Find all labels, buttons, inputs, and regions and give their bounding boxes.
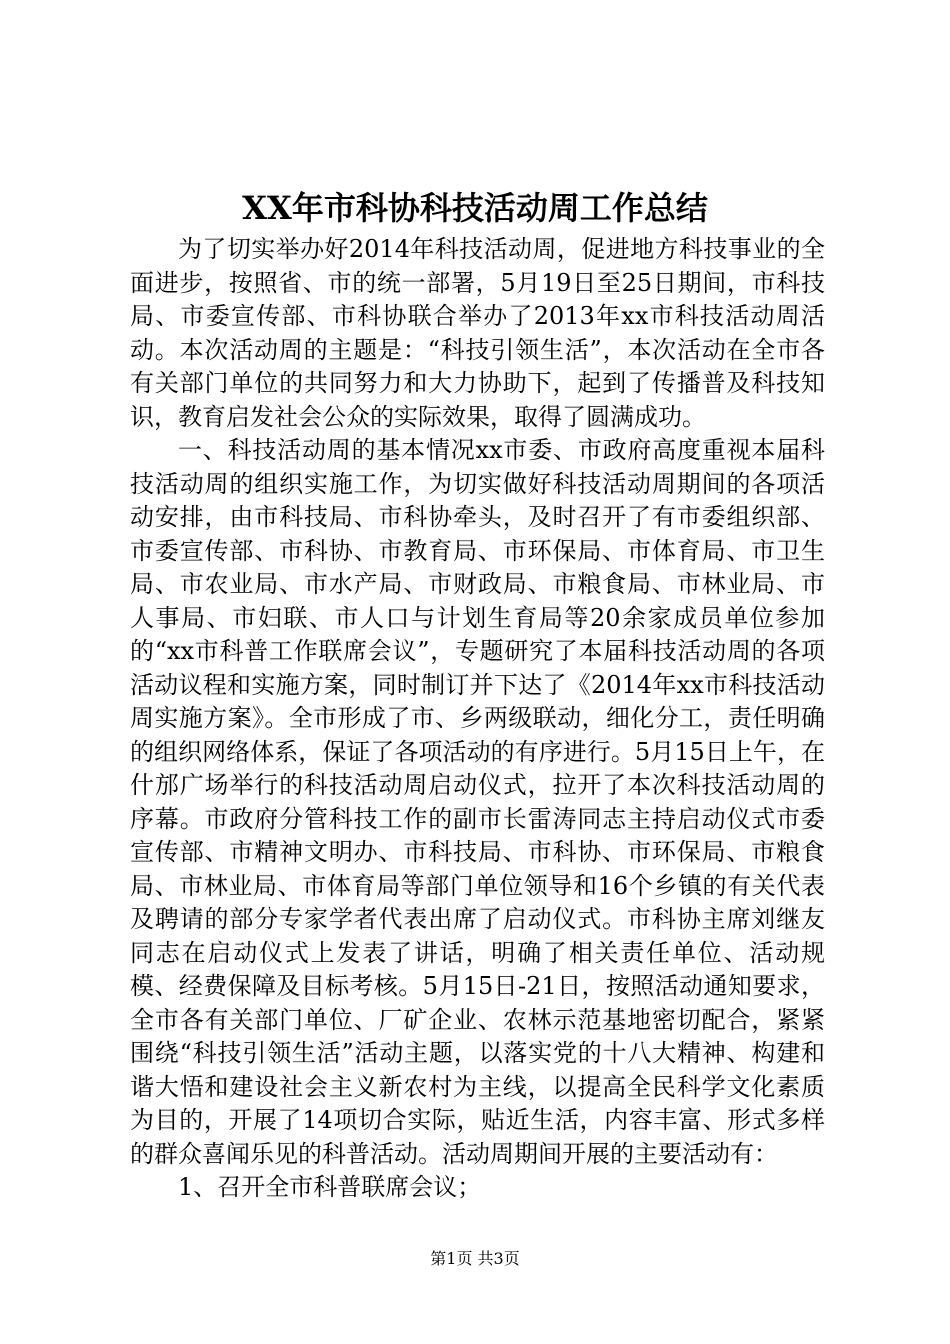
document-body xyxy=(130,233,825,1205)
paragraph-activity-item-1: 1、召开全市科普联席会议； xyxy=(178,1173,482,1201)
document-title: XX年市科协科技活动周工作总结 xyxy=(242,189,708,227)
paragraph-intro: 为了切实举办好2014年科技活动周，促进地方科技事业的全面进步，按照省、市的统一部署，5月19日至25日期间，市科技局、市委宣传部、市科协联合举办了2013年xx市科技活动周活动。本次活动周的主题是：“科技引领生活”，本次活动在全市各有关部门单位的共同努力和大力协助下，起到了传播普及科技知识，教育启发社会公众的实际效果，取得了圆满成功。 xyxy=(130,235,825,431)
paragraph-basic-situation: 一、科技活动周的基本情况xx市委、市政府高度重视本届科技活动周的组织实施工作，为切实做好科技活动周期间的各项活动安排，由市科技局、市科协牵头，及时召开了有市委组织部、市委宣传部、市科协、市教育局、市环保局、市体育局、市卫生局、市农业局、市水产局、市财政局、市粮食局、市林业局、市人事局、市妇联、市人口与计划生育局等20余家成员单位参加的“xx市科普工作联席会议”，专题研究了本届科技活动周的各项活动议程和实施方案，同时制订并下达了《2014年xx市科技活动周实施方案》。全市形成了市、乡两级联动，细化分工，责任明确的组织网络体系，保证了各项活动的有序进行。5月15日上午，在什邡广场举行的科技活动周启动仪式，拉开了本次科技活动周的序幕。市政府分管科技工作的副市长雷涛同志主持启动仪式市委宣传部、市精神文明办、市科技局、市科协、市环保局、市粮食局、市林业局、市体育局等部门单位领导和16个乡镇的有关代表及聘请的部分专家学者代表出席了启动仪式。市科协主席刘继友同志在启动仪式上发表了讲话，明确了相关责任单位、活动规模、经费保障及目标考核。5月15日-21日，按照活动通知要求，全市各有关部门单位、厂矿企业、农林示范基地密切配合，紧紧围绕“科技引领生活”活动主题，以落实党的十八大精神、构建和谐大悟和建设社会主义新农村为主线，以提高全民科学文化素质为目的，开展了14项切合实际，贴近生活，内容丰富、形式多样的群众喜闻乐见的科普活动。活动周期间开展的主要活动有： xyxy=(130,436,825,1168)
page-number-footer: 第1页 共3页 xyxy=(430,1249,520,1268)
